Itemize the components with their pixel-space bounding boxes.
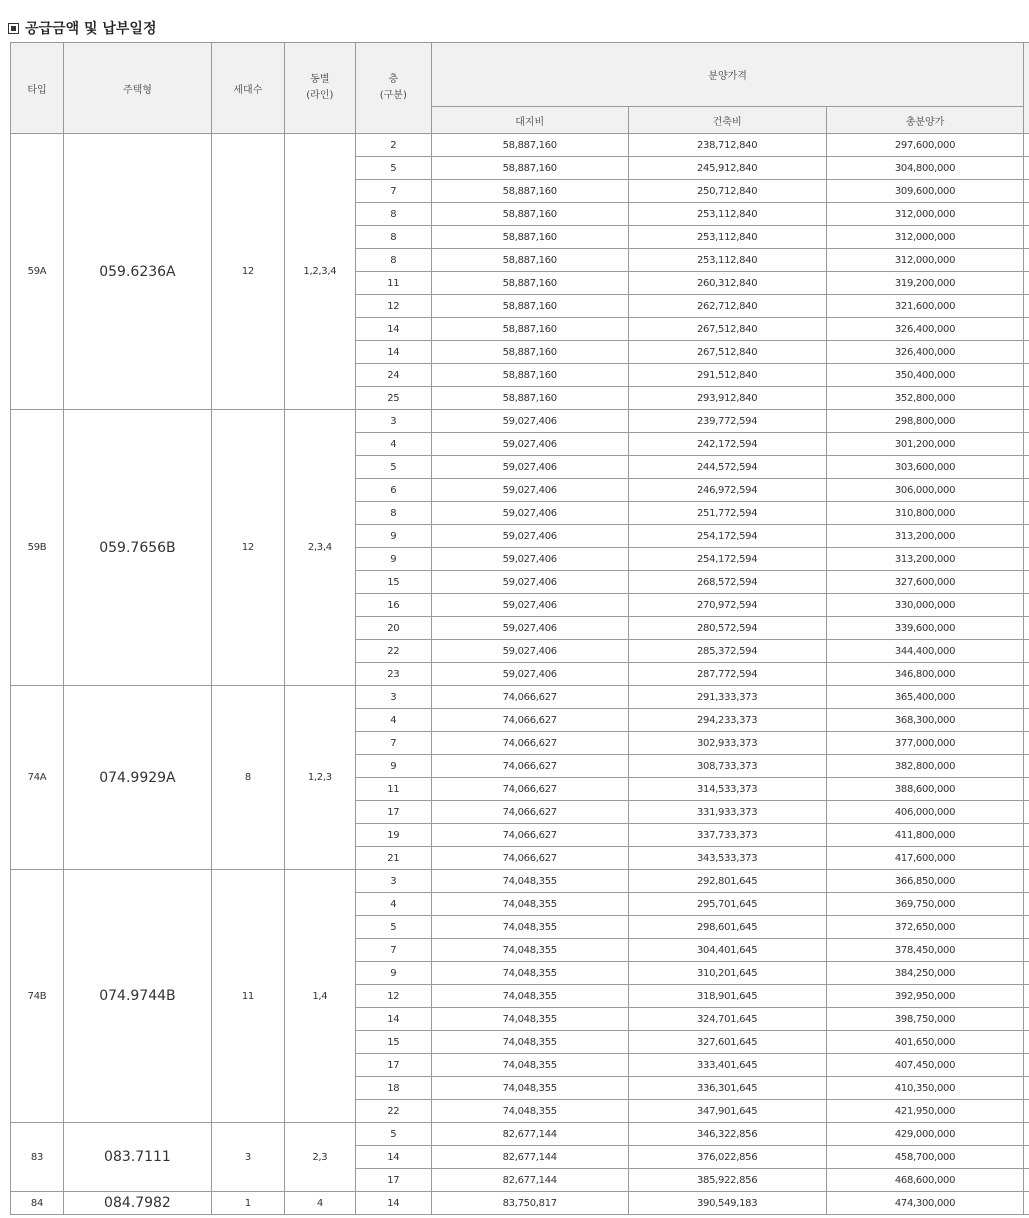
total-price-cell: 398,750,000 [826,1008,1024,1031]
land-cost-cell: 74,066,627 [431,778,628,801]
total-price-cell: 407,450,000 [826,1054,1024,1077]
table-row [11,134,1029,157]
building-cost-cell: 246,972,594 [628,479,826,502]
overflow-cell [1024,686,1029,709]
overflow-cell [1024,341,1029,364]
overflow-cell [1024,594,1029,617]
floor-cell: 2 [355,134,431,157]
building-cost-cell: 267,512,840 [628,341,826,364]
building-cost-cell: 291,333,373 [628,686,826,709]
building-cost-cell: 327,601,645 [628,1031,826,1054]
land-cost-cell: 74,066,627 [431,709,628,732]
total-price-cell: 421,950,000 [826,1100,1024,1123]
total-price-cell: 319,200,000 [826,272,1024,295]
model-cell: 084.7982 [63,1192,211,1215]
table-row [11,1192,1029,1215]
land-cost-cell: 59,027,406 [431,617,628,640]
units-cell: 8 [211,686,284,870]
floor-cell: 5 [355,456,431,479]
section-title-text: 공급금액 및 납부일정 [25,21,157,37]
total-price-cell: 458,700,000 [826,1146,1024,1169]
floor-cell: 14 [355,341,431,364]
floor-cell: 21 [355,847,431,870]
total-price-cell: 304,800,000 [826,157,1024,180]
total-price-cell: 388,600,000 [826,778,1024,801]
floor-cell: 12 [355,985,431,1008]
header-overflow [1024,43,1029,134]
building-cost-cell: 292,801,645 [628,870,826,893]
building-cost-cell: 390,549,183 [628,1192,826,1215]
units-cell: 11 [211,870,284,1123]
table-row [11,686,1029,709]
floor-cell: 11 [355,272,431,295]
land-cost-cell: 82,677,144 [431,1146,628,1169]
header-units: 세대수 [211,43,284,134]
building-cost-cell: 298,601,645 [628,916,826,939]
total-price-cell: 352,800,000 [826,387,1024,410]
total-price-cell: 312,000,000 [826,226,1024,249]
line-cell: 1,4 [284,870,355,1123]
land-cost-cell: 59,027,406 [431,640,628,663]
floor-cell: 8 [355,502,431,525]
building-cost-cell: 295,701,645 [628,893,826,916]
overflow-cell [1024,502,1029,525]
floor-cell: 4 [355,709,431,732]
floor-cell: 6 [355,479,431,502]
total-price-cell: 368,300,000 [826,709,1024,732]
total-price-cell: 326,400,000 [826,318,1024,341]
total-price-cell: 339,600,000 [826,617,1024,640]
overflow-cell [1024,1008,1029,1031]
land-cost-cell: 82,677,144 [431,1123,628,1146]
land-cost-cell: 59,027,406 [431,410,628,433]
line-cell: 2,3,4 [284,410,355,686]
floor-cell: 3 [355,870,431,893]
overflow-cell [1024,571,1029,594]
land-cost-cell: 74,066,627 [431,686,628,709]
land-cost-cell: 59,027,406 [431,548,628,571]
building-cost-cell: 245,912,840 [628,157,826,180]
overflow-cell [1024,1031,1029,1054]
land-cost-cell: 74,066,627 [431,824,628,847]
building-cost-cell: 336,301,645 [628,1077,826,1100]
floor-cell: 8 [355,226,431,249]
header-building: 건축비 [628,107,826,134]
supply-price-table [10,42,1029,1215]
overflow-cell [1024,456,1029,479]
floor-cell: 5 [355,916,431,939]
floor-cell: 14 [355,1192,431,1215]
building-cost-cell: 304,401,645 [628,939,826,962]
land-cost-cell: 59,027,406 [431,433,628,456]
building-cost-cell: 333,401,645 [628,1054,826,1077]
overflow-cell [1024,1100,1029,1123]
header-land: 대지비 [431,107,628,134]
building-cost-cell: 242,172,594 [628,433,826,456]
floor-cell: 9 [355,755,431,778]
overflow-cell [1024,824,1029,847]
land-cost-cell: 58,887,160 [431,387,628,410]
floor-cell: 23 [355,663,431,686]
building-cost-cell: 302,933,373 [628,732,826,755]
overflow-cell [1024,410,1029,433]
land-cost-cell: 59,027,406 [431,456,628,479]
building-cost-cell: 294,233,373 [628,709,826,732]
land-cost-cell: 58,887,160 [431,134,628,157]
overflow-cell [1024,1169,1029,1192]
section-title [8,18,156,40]
overflow-cell [1024,640,1029,663]
total-price-cell: 330,000,000 [826,594,1024,617]
floor-cell: 9 [355,548,431,571]
overflow-cell [1024,272,1029,295]
total-price-cell: 313,200,000 [826,525,1024,548]
header-type: 타입 [11,43,64,134]
floor-cell: 4 [355,893,431,916]
total-price-cell: 313,200,000 [826,548,1024,571]
building-cost-cell: 270,972,594 [628,594,826,617]
land-cost-cell: 74,066,627 [431,732,628,755]
type-cell: 84 [11,1192,64,1215]
floor-cell: 8 [355,249,431,272]
building-cost-cell: 238,712,840 [628,134,826,157]
overflow-cell [1024,893,1029,916]
land-cost-cell: 74,048,355 [431,1100,628,1123]
building-cost-cell: 291,512,840 [628,364,826,387]
floor-cell: 14 [355,1146,431,1169]
header-line [284,43,355,134]
overflow-cell [1024,755,1029,778]
total-price-cell: 377,000,000 [826,732,1024,755]
overflow-cell [1024,1077,1029,1100]
overflow-cell [1024,157,1029,180]
floor-cell: 8 [355,203,431,226]
type-cell: 59B [11,410,64,686]
building-cost-cell: 254,172,594 [628,525,826,548]
type-cell: 74B [11,870,64,1123]
total-price-cell: 321,600,000 [826,295,1024,318]
overflow-cell [1024,134,1029,157]
overflow-cell [1024,433,1029,456]
building-cost-cell: 280,572,594 [628,617,826,640]
land-cost-cell: 58,887,160 [431,341,628,364]
building-cost-cell: 244,572,594 [628,456,826,479]
floor-cell: 4 [355,433,431,456]
floor-cell: 5 [355,1123,431,1146]
land-cost-cell: 74,048,355 [431,985,628,1008]
overflow-cell [1024,709,1029,732]
line-cell: 2,3 [284,1123,355,1192]
floor-cell: 25 [355,387,431,410]
total-price-cell: 310,800,000 [826,502,1024,525]
total-price-cell: 406,000,000 [826,801,1024,824]
floor-cell: 17 [355,801,431,824]
building-cost-cell: 253,112,840 [628,249,826,272]
total-price-cell: 365,400,000 [826,686,1024,709]
land-cost-cell: 58,887,160 [431,318,628,341]
model-cell: 074.9929A [63,686,211,870]
overflow-cell [1024,226,1029,249]
floor-cell: 12 [355,295,431,318]
building-cost-cell: 251,772,594 [628,502,826,525]
overflow-cell [1024,180,1029,203]
building-cost-cell: 267,512,840 [628,318,826,341]
model-cell: 059.7656B [63,410,211,686]
total-price-cell: 326,400,000 [826,341,1024,364]
line-cell: 4 [284,1192,355,1215]
header-floor-text: 층 (구분) [379,74,407,101]
land-cost-cell: 74,066,627 [431,847,628,870]
overflow-cell [1024,1123,1029,1146]
overflow-cell [1024,847,1029,870]
overflow-cell [1024,801,1029,824]
floor-cell: 7 [355,732,431,755]
header-total: 총분양가 [826,107,1024,134]
header-floor [355,43,431,134]
land-cost-cell: 58,887,160 [431,226,628,249]
overflow-cell [1024,617,1029,640]
overflow-cell [1024,778,1029,801]
square-bullet-icon [8,23,19,34]
land-cost-cell: 59,027,406 [431,479,628,502]
building-cost-cell: 253,112,840 [628,203,826,226]
floor-cell: 15 [355,571,431,594]
overflow-cell [1024,1192,1029,1215]
floor-cell: 18 [355,1077,431,1100]
total-price-cell: 309,600,000 [826,180,1024,203]
total-price-cell: 378,450,000 [826,939,1024,962]
overflow-cell [1024,985,1029,1008]
total-price-cell: 312,000,000 [826,203,1024,226]
total-price-cell: 301,200,000 [826,433,1024,456]
total-price-cell: 411,800,000 [826,824,1024,847]
overflow-cell [1024,525,1029,548]
building-cost-cell: 324,701,645 [628,1008,826,1031]
total-price-cell: 474,300,000 [826,1192,1024,1215]
overflow-cell [1024,916,1029,939]
table-row [11,410,1029,433]
land-cost-cell: 74,048,355 [431,939,628,962]
land-cost-cell: 74,048,355 [431,1031,628,1054]
total-price-cell: 384,250,000 [826,962,1024,985]
total-price-cell: 298,800,000 [826,410,1024,433]
total-price-cell: 297,600,000 [826,134,1024,157]
overflow-cell [1024,203,1029,226]
line-cell: 1,2,3 [284,686,355,870]
land-cost-cell: 59,027,406 [431,502,628,525]
overflow-cell [1024,870,1029,893]
model-cell: 083.7111 [63,1123,211,1192]
overflow-cell [1024,318,1029,341]
overflow-cell [1024,962,1029,985]
floor-cell: 15 [355,1031,431,1054]
building-cost-cell: 343,533,373 [628,847,826,870]
price-table-body [11,134,1029,1215]
land-cost-cell: 74,048,355 [431,916,628,939]
overflow-cell [1024,1054,1029,1077]
land-cost-cell: 74,048,355 [431,1008,628,1031]
land-cost-cell: 58,887,160 [431,157,628,180]
units-cell: 12 [211,134,284,410]
total-price-cell: 401,650,000 [826,1031,1024,1054]
land-cost-cell: 58,887,160 [431,364,628,387]
building-cost-cell: 250,712,840 [628,180,826,203]
overflow-cell [1024,364,1029,387]
overflow-cell [1024,732,1029,755]
building-cost-cell: 347,901,645 [628,1100,826,1123]
land-cost-cell: 58,887,160 [431,295,628,318]
building-cost-cell: 376,022,856 [628,1146,826,1169]
land-cost-cell: 59,027,406 [431,663,628,686]
floor-cell: 7 [355,180,431,203]
model-cell: 074.9744B [63,870,211,1123]
units-cell: 12 [211,410,284,686]
overflow-cell [1024,295,1029,318]
land-cost-cell: 83,750,817 [431,1192,628,1215]
total-price-cell: 392,950,000 [826,985,1024,1008]
floor-cell: 17 [355,1169,431,1192]
land-cost-cell: 59,027,406 [431,571,628,594]
total-price-cell: 303,600,000 [826,456,1024,479]
land-cost-cell: 58,887,160 [431,203,628,226]
floor-cell: 14 [355,318,431,341]
land-cost-cell: 59,027,406 [431,525,628,548]
floor-cell: 24 [355,364,431,387]
land-cost-cell: 74,048,355 [431,962,628,985]
building-cost-cell: 262,712,840 [628,295,826,318]
units-cell: 3 [211,1123,284,1192]
overflow-cell [1024,1146,1029,1169]
building-cost-cell: 254,172,594 [628,548,826,571]
overflow-cell [1024,249,1029,272]
model-cell: 059.6236A [63,134,211,410]
floor-cell: 9 [355,962,431,985]
total-price-cell: 468,600,000 [826,1169,1024,1192]
overflow-cell [1024,387,1029,410]
total-price-cell: 346,800,000 [826,663,1024,686]
building-cost-cell: 239,772,594 [628,410,826,433]
building-cost-cell: 293,912,840 [628,387,826,410]
total-price-cell: 327,600,000 [826,571,1024,594]
table-row [11,870,1029,893]
type-cell: 74A [11,686,64,870]
building-cost-cell: 253,112,840 [628,226,826,249]
building-cost-cell: 318,901,645 [628,985,826,1008]
floor-cell: 22 [355,1100,431,1123]
building-cost-cell: 308,733,373 [628,755,826,778]
total-price-cell: 366,850,000 [826,870,1024,893]
floor-cell: 17 [355,1054,431,1077]
building-cost-cell: 337,733,373 [628,824,826,847]
building-cost-cell: 385,922,856 [628,1169,826,1192]
land-cost-cell: 58,887,160 [431,180,628,203]
total-price-cell: 369,750,000 [826,893,1024,916]
floor-cell: 16 [355,594,431,617]
building-cost-cell: 260,312,840 [628,272,826,295]
land-cost-cell: 74,048,355 [431,1054,628,1077]
building-cost-cell: 346,322,856 [628,1123,826,1146]
building-cost-cell: 287,772,594 [628,663,826,686]
total-price-cell: 344,400,000 [826,640,1024,663]
header-price: 분양가격 [431,43,1024,107]
total-price-cell: 382,800,000 [826,755,1024,778]
units-cell: 1 [211,1192,284,1215]
floor-cell: 3 [355,686,431,709]
floor-cell: 9 [355,525,431,548]
total-price-cell: 429,000,000 [826,1123,1024,1146]
header-model: 주택형 [63,43,211,134]
type-cell: 83 [11,1123,64,1192]
floor-cell: 19 [355,824,431,847]
overflow-cell [1024,939,1029,962]
land-cost-cell: 74,048,355 [431,1077,628,1100]
land-cost-cell: 58,887,160 [431,272,628,295]
land-cost-cell: 58,887,160 [431,249,628,272]
floor-cell: 3 [355,410,431,433]
land-cost-cell: 82,677,144 [431,1169,628,1192]
line-cell: 1,2,3,4 [284,134,355,410]
table-row [11,1123,1029,1146]
type-cell: 59A [11,134,64,410]
overflow-cell [1024,548,1029,571]
floor-cell: 11 [355,778,431,801]
land-cost-cell: 74,048,355 [431,870,628,893]
total-price-cell: 417,600,000 [826,847,1024,870]
building-cost-cell: 268,572,594 [628,571,826,594]
total-price-cell: 312,000,000 [826,249,1024,272]
total-price-cell: 372,650,000 [826,916,1024,939]
total-price-cell: 306,000,000 [826,479,1024,502]
land-cost-cell: 74,066,627 [431,801,628,824]
building-cost-cell: 285,372,594 [628,640,826,663]
header-line-text: 동별 (라인) [306,74,334,101]
building-cost-cell: 310,201,645 [628,962,826,985]
overflow-cell [1024,479,1029,502]
land-cost-cell: 74,048,355 [431,893,628,916]
building-cost-cell: 331,933,373 [628,801,826,824]
total-price-cell: 410,350,000 [826,1077,1024,1100]
building-cost-cell: 314,533,373 [628,778,826,801]
total-price-cell: 350,400,000 [826,364,1024,387]
floor-cell: 22 [355,640,431,663]
floor-cell: 14 [355,1008,431,1031]
floor-cell: 5 [355,157,431,180]
floor-cell: 7 [355,939,431,962]
floor-cell: 20 [355,617,431,640]
land-cost-cell: 59,027,406 [431,594,628,617]
overflow-cell [1024,663,1029,686]
land-cost-cell: 74,066,627 [431,755,628,778]
